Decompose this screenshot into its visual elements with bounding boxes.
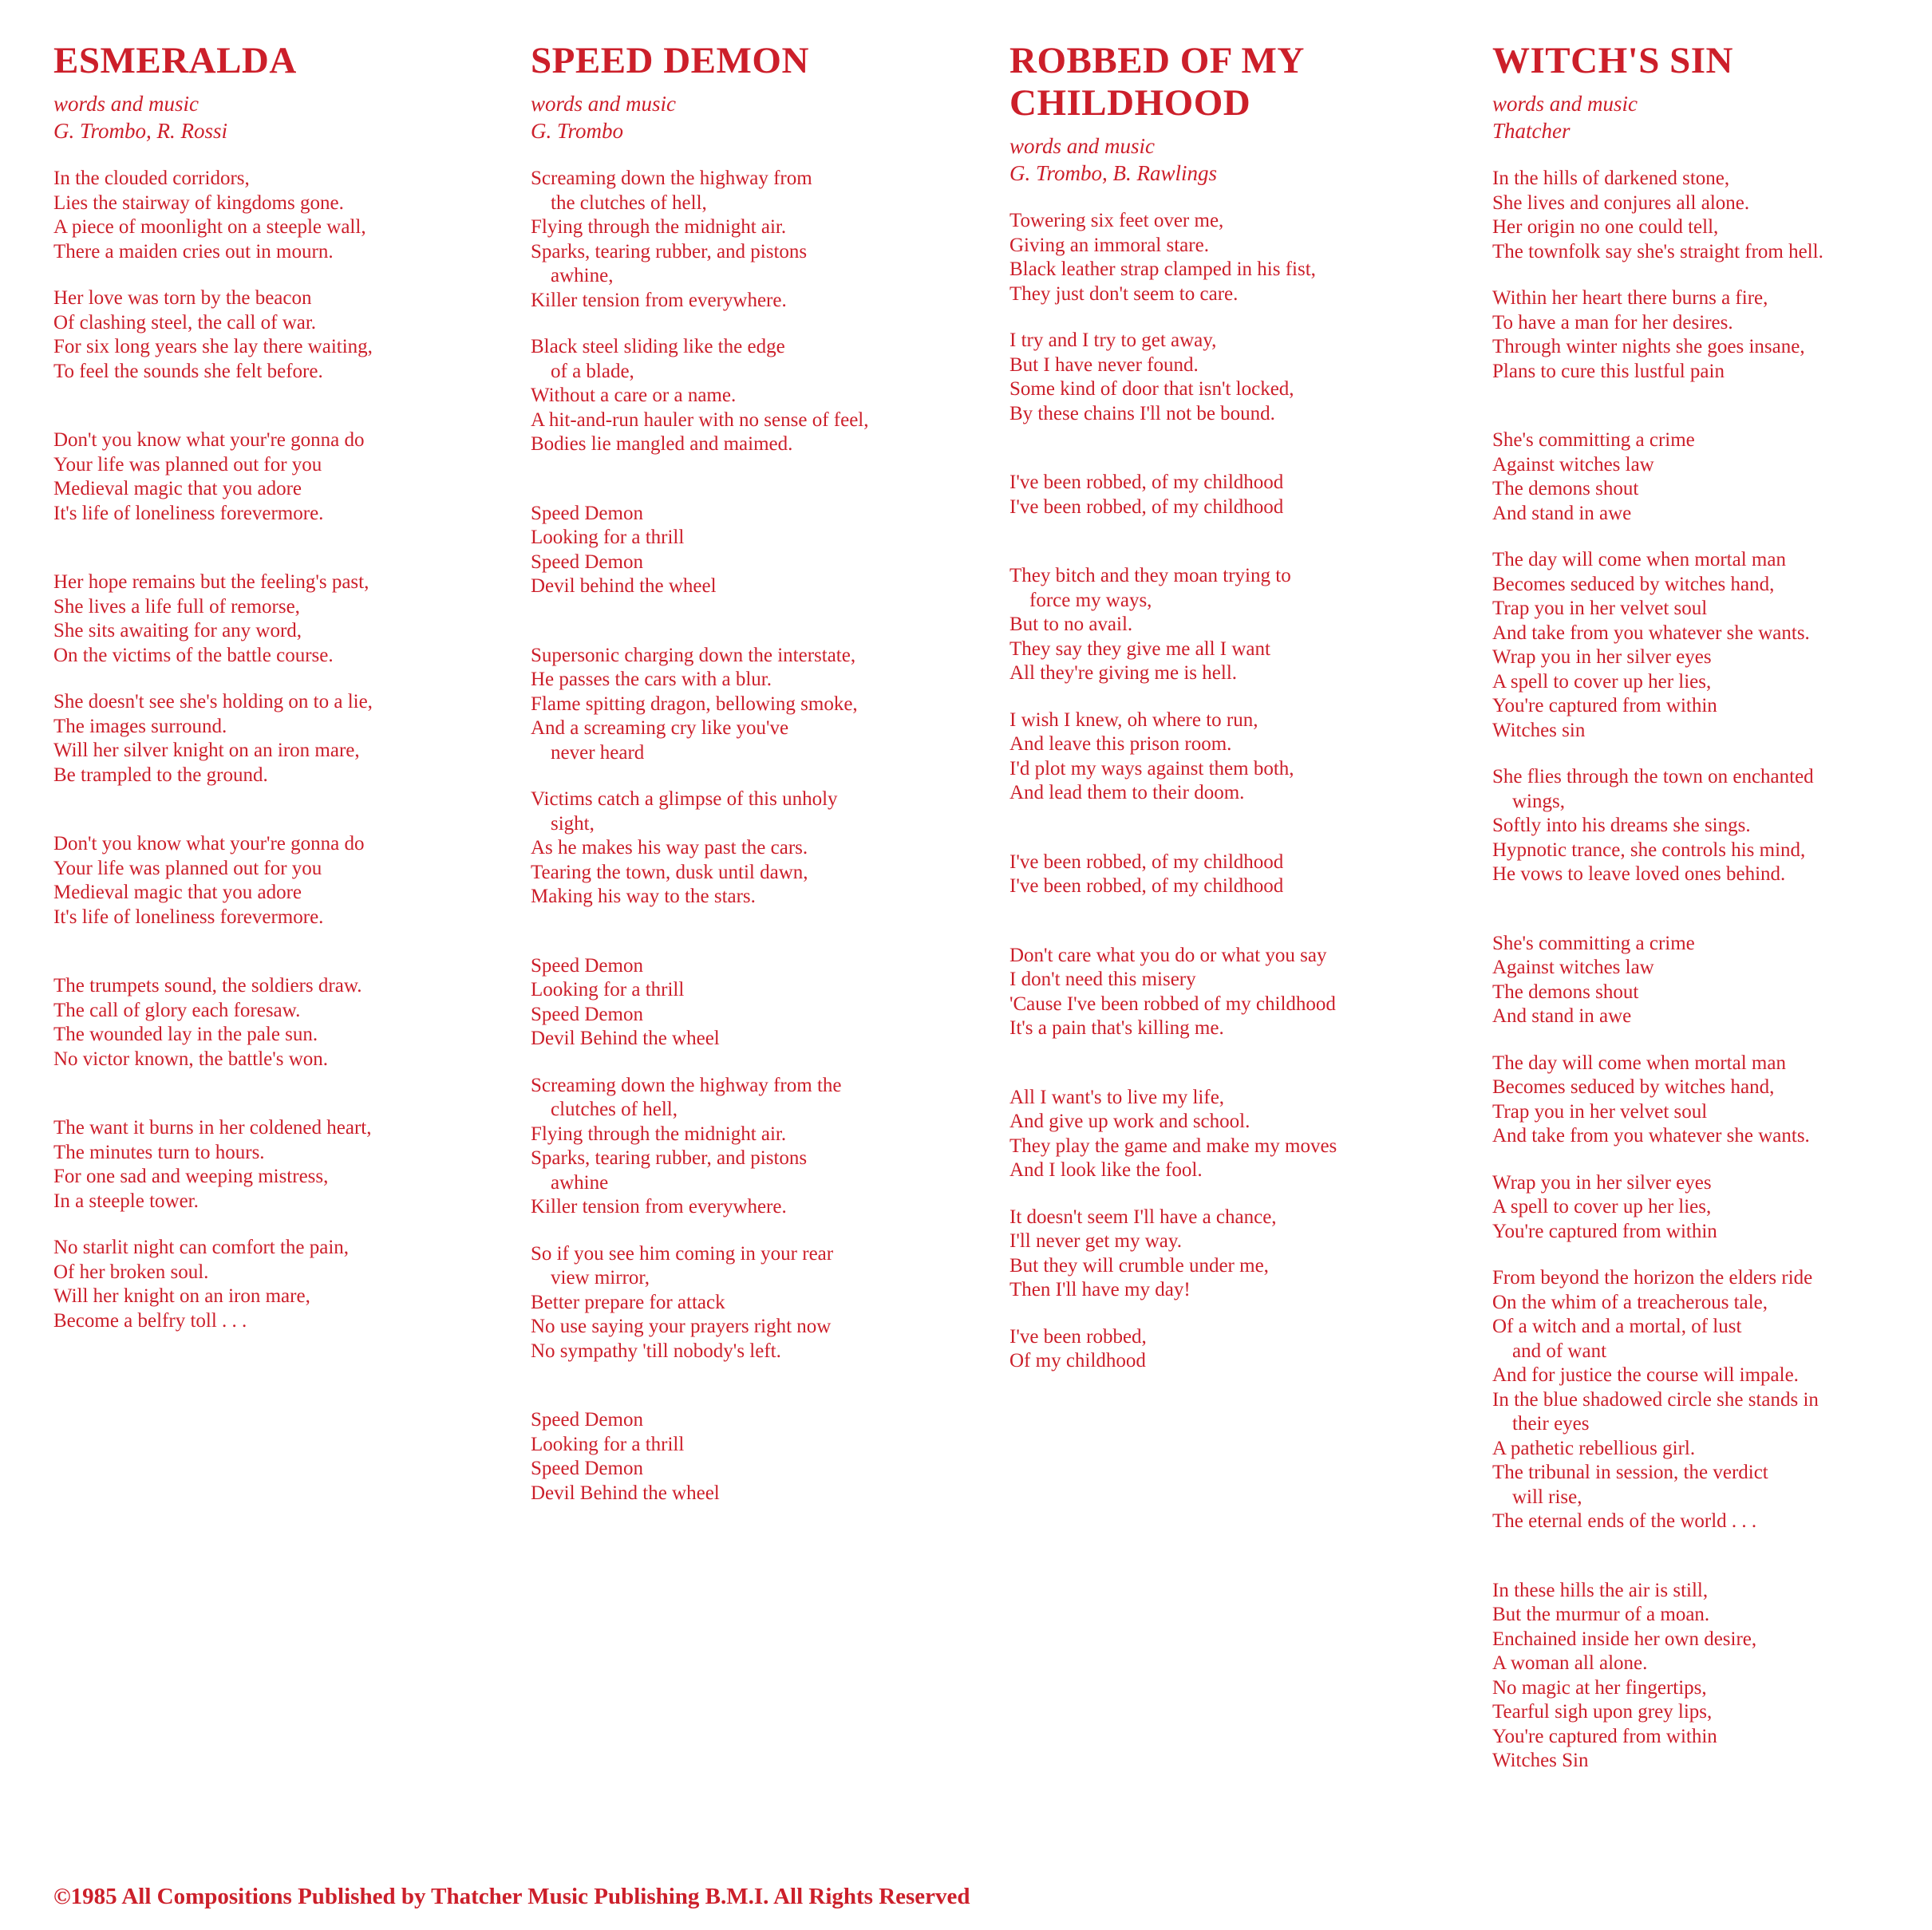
lyric-line: She flies through the town on enchanted <box>1492 766 1814 787</box>
lyric-stanza <box>53 1116 500 1214</box>
lyric-stanza <box>53 570 500 668</box>
song-credits <box>53 90 500 144</box>
lyric-line: You're captured from within <box>1492 1725 1717 1747</box>
lyric-line: Lies the stairway of kingdoms gone. <box>53 191 344 214</box>
lyric-line: The eternal ends of the world . . . <box>1492 1510 1757 1532</box>
lyric-line: Her love was torn by the beacon <box>53 287 312 309</box>
lyric-line: And stand in awe <box>1492 502 1632 524</box>
lyric-line: Victims catch a glimpse of this unholy <box>531 788 838 810</box>
lyric-line: She lives a life full of remorse, <box>53 595 300 618</box>
lyric-line: Looking for a thrill <box>531 527 685 548</box>
lyric-line: Supersonic charging down the interstate, <box>531 644 856 666</box>
lyric-line: Becomes seduced by witches hand, <box>1492 1076 1775 1098</box>
song-title <box>531 40 994 82</box>
lyric-line: A piece of moonlight on a steeple wall, <box>53 216 366 238</box>
song-column-robbed-of-my-childhood <box>1009 40 1456 1396</box>
lyric-line: Speed Demon <box>531 502 643 524</box>
lyric-line: Looking for a thrill <box>531 1433 685 1455</box>
song-title <box>1009 40 1456 124</box>
song-title-line: CHILDHOOD <box>1009 82 1251 124</box>
lyric-stanza <box>1009 944 1456 1041</box>
song-column-speed-demon <box>531 40 994 1528</box>
lyric-stanza <box>1492 932 1907 1029</box>
lyric-stanza <box>1009 1206 1456 1303</box>
credit-names: G. Trombo, B. Rawlings <box>1009 161 1218 185</box>
lyric-line: Become a belfry toll . . . <box>53 1309 247 1332</box>
lyric-line: On the victims of the battle course. <box>53 644 334 666</box>
lyric-line: I wish I knew, oh where to run, <box>1009 708 1258 731</box>
lyric-line: Speed Demon <box>531 551 643 573</box>
lyric-line: To have a man for her desires. <box>1492 311 1733 334</box>
lyric-stanza <box>531 502 994 599</box>
lyric-line: Medieval magic that you adore <box>53 882 302 903</box>
lyric-line: view mirror, <box>551 1267 650 1289</box>
lyric-stanza <box>53 974 500 1072</box>
lyric-line: And lead them to their doom. <box>1009 782 1245 803</box>
lyric-line: And take from you whatever she wants. <box>1492 1125 1810 1147</box>
lyric-line: And a screaming cry like you've <box>531 717 789 739</box>
lyric-stanza <box>1492 1052 1907 1149</box>
lyric-line: But to no avail. <box>1009 614 1133 635</box>
lyric-line: Speed Demon <box>531 1003 643 1025</box>
lyric-line: No sympathy 'till nobody's left. <box>531 1340 781 1362</box>
lyric-line: Her hope remains but the feeling's past, <box>53 571 369 593</box>
lyric-line: Wrap you in her silver eyes <box>1492 1171 1712 1194</box>
lyric-line: As he makes his way past the cars. <box>531 837 808 858</box>
lyric-line: Hypnotic trance, she controls his mind, <box>1492 839 1806 861</box>
song-credits <box>531 90 994 144</box>
lyric-stanza <box>1009 564 1456 686</box>
lyric-line: Bodies lie mangled and maimed. <box>531 433 793 455</box>
lyric-line: force my ways, <box>1029 589 1152 611</box>
lyric-line: clutches of hell, <box>551 1099 678 1120</box>
lyric-line: They just don't seem to care. <box>1009 282 1239 305</box>
lyric-line: Witches sin <box>1492 719 1586 741</box>
lyric-line: No victor known, the battle's won. <box>53 1048 329 1070</box>
lyric-stanza <box>1009 209 1456 306</box>
credit-label: words and music <box>1009 134 1156 158</box>
lyric-line: Be trampled to the ground. <box>53 764 268 786</box>
lyric-line: Speed Demon <box>531 1458 643 1479</box>
lyric-line: Of clashing steel, the call of war. <box>53 311 317 334</box>
lyric-line: And stand in awe <box>1492 1005 1632 1027</box>
song-title <box>53 40 500 82</box>
lyric-stanza <box>1009 851 1456 899</box>
lyric-line: No magic at her fingertips, <box>1492 1676 1707 1699</box>
lyric-line: Plans to cure this lustful pain <box>1492 360 1725 382</box>
lyric-stanza <box>531 954 994 1052</box>
lyric-line: The tribunal in session, the verdict <box>1492 1462 1768 1483</box>
lyric-line: The minutes turn to hours. <box>53 1141 265 1163</box>
song-credits <box>1009 132 1456 187</box>
lyric-line: But I have never found. <box>1009 353 1199 376</box>
lyric-stanza <box>531 1074 994 1220</box>
lyric-line: will rise, <box>1512 1486 1582 1508</box>
lyric-line: Killer tension from everywhere. <box>531 1196 787 1218</box>
lyric-stanza <box>1492 167 1907 264</box>
lyric-line: Sparks, tearing rubber, and pistons <box>531 240 808 262</box>
lyric-stanza <box>1492 286 1907 384</box>
lyric-line: They play the game and make my moves <box>1009 1135 1337 1157</box>
song-title <box>1492 40 1907 82</box>
credit-names: Thatcher <box>1492 119 1570 143</box>
lyric-stanza <box>1492 765 1907 887</box>
lyric-line: Don't you know what your're gonna do <box>53 833 365 854</box>
lyric-stanza <box>1492 1171 1907 1245</box>
lyric-stanza <box>1009 1086 1456 1183</box>
lyric-line: Of my childhood <box>1009 1350 1146 1372</box>
lyric-line: The demons shout <box>1492 981 1639 1003</box>
lyric-stanza <box>531 167 994 313</box>
lyric-line: No starlit night can comfort the pain, <box>53 1237 350 1258</box>
lyric-line: Sparks, tearing rubber, and pistons <box>531 1147 808 1169</box>
lyric-line: Some kind of door that isn't locked, <box>1009 378 1294 400</box>
lyric-line: The demons shout <box>1492 478 1639 499</box>
lyric-line: In these hills the air is still, <box>1492 1579 1709 1601</box>
lyric-line: Her origin no one could tell, <box>1492 216 1719 238</box>
lyric-line: I've been robbed, <box>1009 1325 1147 1348</box>
lyric-line: wings, <box>1512 790 1565 812</box>
lyric-line: Speed Demon <box>531 954 643 977</box>
lyric-line: Trap you in her velvet soul <box>1492 598 1708 619</box>
lyric-line: They bitch and they moan trying to <box>1009 565 1291 586</box>
lyric-line: You're captured from within <box>1492 695 1717 716</box>
lyric-line: It doesn't seem I'll have a chance, <box>1009 1206 1277 1228</box>
credit-label: words and music <box>531 92 677 116</box>
lyric-line: never heard <box>551 741 645 764</box>
lyric-line: Will her silver knight on an iron mare, <box>53 740 360 761</box>
song-title-line: SPEED DEMON <box>531 40 809 81</box>
lyric-stanza <box>1009 708 1456 806</box>
lyric-line: I've been robbed, of my childhood <box>1009 875 1284 897</box>
lyric-line: Medieval magic that you adore <box>53 478 302 499</box>
lyric-line: The trumpets sound, the soldiers draw. <box>53 975 362 997</box>
song-title-line: WITCH'S SIN <box>1492 40 1733 81</box>
lyric-line: 'Cause I've been robbed of my childhood <box>1009 993 1336 1015</box>
lyric-line: On the whim of a treacherous tale, <box>1492 1291 1768 1313</box>
lyric-line: Black steel sliding like the edge <box>531 336 785 357</box>
lyric-stanza <box>1492 1579 1907 1774</box>
lyric-line: A spell to cover up her lies, <box>1492 670 1712 693</box>
lyric-line: A pathetic rebellious girl. <box>1492 1437 1696 1459</box>
lyric-line: Against witches law <box>1492 453 1654 476</box>
lyric-line: The townfolk say she's straight from hell. <box>1492 240 1823 262</box>
lyric-stanza <box>53 167 500 264</box>
lyric-line: I'll never get my way. <box>1009 1230 1183 1252</box>
lyric-line: Flying through the midnight air. <box>531 216 787 238</box>
song-column-witchs-sin <box>1492 40 1907 1796</box>
lyric-line: For one sad and weeping mistress, <box>53 1166 329 1187</box>
lyric-line: All I want's to live my life, <box>1009 1086 1225 1108</box>
lyric-line: and of want <box>1512 1340 1607 1362</box>
lyric-line: Black leather strap clamped in his fist, <box>1009 259 1316 280</box>
lyric-line: She's committing a crime <box>1492 429 1695 451</box>
lyric-line: awhine, <box>551 265 614 286</box>
lyric-line: From beyond the horizon the elders ride <box>1492 1267 1813 1289</box>
lyric-line: Devil Behind the wheel <box>531 1028 720 1049</box>
lyric-line: But the murmur of a moan. <box>1492 1604 1710 1625</box>
lyric-line: Killer tension from everywhere. <box>531 289 787 311</box>
lyric-line: She lives and conjures all alone. <box>1492 191 1750 214</box>
lyric-line: their eyes <box>1512 1413 1590 1435</box>
lyric-line: Then I'll have my day! <box>1009 1279 1191 1300</box>
lyric-line: They say they give me all I want <box>1009 637 1270 660</box>
lyric-line: Screaming down the highway from <box>531 168 812 189</box>
lyric-line: He passes the cars with a blur. <box>531 669 772 690</box>
lyric-stanza <box>1492 548 1907 743</box>
lyric-line: Of her broken soul. <box>53 1261 209 1283</box>
lyric-line: The images surround. <box>53 715 227 737</box>
song-column-esmeralda <box>53 40 500 1356</box>
lyric-line: To feel the sounds she felt before. <box>53 360 323 382</box>
lyric-line: Better prepare for attack <box>531 1291 725 1313</box>
lyric-line: Screaming down the highway from the <box>531 1074 842 1096</box>
lyric-line: And for justice the course will impale. <box>1492 1364 1799 1386</box>
song-credits <box>1492 90 1907 144</box>
credit-names: G. Trombo, R. Rossi <box>53 119 228 143</box>
lyric-line: The wounded lay in the pale sun. <box>53 1024 318 1045</box>
lyric-stanza <box>1009 329 1456 426</box>
lyric-line: Towering six feet over me, <box>1009 210 1224 231</box>
lyric-line: The day will come when mortal man <box>1492 549 1786 570</box>
lyric-line: The day will come when mortal man <box>1492 1052 1786 1074</box>
lyric-line: In the clouded corridors, <box>53 168 250 189</box>
lyric-stanza <box>1009 471 1456 519</box>
lyric-line: Tearful sigh upon grey lips, <box>1492 1701 1713 1723</box>
lyric-stanza <box>1492 428 1907 526</box>
lyric-line: the clutches of hell, <box>551 191 707 214</box>
song-title-line: ESMERALDA <box>53 40 297 81</box>
lyric-line: There a maiden cries out in mourn. <box>53 240 334 262</box>
lyric-stanza <box>53 428 500 526</box>
lyric-line: Giving an immoral stare. <box>1009 234 1209 256</box>
credit-label: words and music <box>1492 92 1638 116</box>
lyric-stanza <box>1492 1266 1907 1534</box>
lyric-line: Through winter nights she goes insane, <box>1492 336 1805 357</box>
lyric-line: And I look like the fool. <box>1009 1159 1203 1181</box>
lyric-line: I've been robbed, of my childhood <box>1009 495 1284 518</box>
lyric-line: By these chains I'll not be bound. <box>1009 402 1275 424</box>
lyric-line: Don't care what you do or what you say <box>1009 944 1327 966</box>
lyric-line: I'd plot my ways against them both, <box>1009 757 1294 779</box>
lyric-line: sight, <box>551 812 595 835</box>
lyric-line: Becomes seduced by witches hand, <box>1492 573 1775 595</box>
lyric-stanza <box>53 1236 500 1333</box>
copyright-footer: ©1985 All Compositions Published by Thatcher Music Publishing B.M.I. All Rights Reserved <box>53 1884 970 1909</box>
lyric-line: Trap you in her velvet soul <box>1492 1100 1708 1123</box>
lyric-line: A woman all alone. <box>1492 1652 1648 1674</box>
lyric-stanza <box>531 1242 994 1364</box>
lyric-line: Your life was planned out for you <box>53 857 322 879</box>
lyric-line: Don't you know what your're gonna do <box>53 429 365 451</box>
lyric-line: In the blue shadowed circle she stands in <box>1492 1388 1819 1411</box>
lyric-line: Witches Sin <box>1492 1750 1589 1771</box>
lyric-line: No use saying your prayers right now <box>531 1316 832 1337</box>
lyric-stanza <box>531 787 994 910</box>
lyric-line: In a steeple tower. <box>53 1190 199 1212</box>
lyric-line: And take from you whatever she wants. <box>1492 622 1810 644</box>
lyric-line: I've been robbed, of my childhood <box>1009 472 1284 493</box>
lyric-line: Of a witch and a mortal, of lust <box>1492 1316 1742 1337</box>
lyric-stanza <box>531 644 994 766</box>
lyric-line: Without a care or a name. <box>531 385 737 406</box>
lyric-line: And leave this prison room. <box>1009 733 1232 755</box>
lyric-line: She doesn't see she's holding on to a lie, <box>53 691 373 712</box>
lyric-line: Will her knight on an iron mare, <box>53 1285 310 1307</box>
lyric-line: Against witches law <box>1492 957 1654 978</box>
song-title-line: ROBBED OF MY <box>1009 40 1305 81</box>
lyric-line: He vows to leave loved ones behind. <box>1492 863 1786 885</box>
lyric-line: For six long years she lay there waiting, <box>53 336 373 357</box>
credit-names: G. Trombo <box>531 119 624 143</box>
lyric-line: In the hills of darkened stone, <box>1492 168 1730 189</box>
lyric-stanza <box>53 286 500 384</box>
lyric-line: It's life of loneliness forevermore. <box>53 502 324 524</box>
lyric-line: She's committing a crime <box>1492 932 1695 954</box>
lyric-line: I've been robbed, of my childhood <box>1009 851 1284 873</box>
lyric-stanza <box>531 335 994 457</box>
lyric-line: It's a pain that's killing me. <box>1009 1017 1224 1039</box>
lyric-line: Making his way to the stars. <box>531 886 756 907</box>
lyric-line: of a blade, <box>551 360 634 382</box>
lyric-line: All they're giving me is hell. <box>1009 662 1238 684</box>
lyric-line: Devil Behind the wheel <box>531 1482 720 1504</box>
lyric-line: Within her heart there burns a fire, <box>1492 287 1768 309</box>
lyric-line: Softly into his dreams she sings. <box>1492 815 1751 836</box>
lyric-stanza <box>53 690 500 787</box>
lyric-line: Devil behind the wheel <box>531 575 717 597</box>
lyric-line: Enchained inside her own desire, <box>1492 1628 1757 1650</box>
lyric-line: I don't need this misery <box>1009 969 1196 990</box>
lyric-stanza <box>53 832 500 929</box>
lyric-stanza <box>1009 1325 1456 1374</box>
lyric-line: Wrap you in her silver eyes <box>1492 646 1712 668</box>
lyric-line: You're captured from within <box>1492 1220 1717 1242</box>
lyric-stanza <box>531 1408 994 1506</box>
lyric-line: So if you see him coming in your rear <box>531 1242 834 1265</box>
lyric-line: She sits awaiting for any word, <box>53 620 302 641</box>
lyric-line: A spell to cover up her lies, <box>1492 1196 1712 1218</box>
lyric-line: The call of glory each foresaw. <box>53 999 301 1021</box>
lyric-line: Speed Demon <box>531 1409 643 1431</box>
lyric-line: Flying through the midnight air. <box>531 1123 787 1145</box>
lyric-line: The want it burns in her coldened heart, <box>53 1117 372 1139</box>
lyric-line: Tearing the town, dusk until dawn, <box>531 861 808 883</box>
lyric-line: awhine <box>551 1171 609 1194</box>
credit-label: words and music <box>53 92 200 116</box>
lyric-line: It's life of loneliness forevermore. <box>53 906 324 928</box>
lyric-line: And give up work and school. <box>1009 1111 1250 1132</box>
lyric-line: Your life was planned out for you <box>53 453 322 476</box>
lyric-line: I try and I try to get away, <box>1009 330 1217 351</box>
lyric-line: Flame spitting dragon, bellowing smoke, <box>531 693 858 715</box>
lyric-line: A hit-and-run hauler with no sense of feel, <box>531 408 869 431</box>
lyric-line: Looking for a thrill <box>531 979 685 1001</box>
lyric-line: But they will crumble under me, <box>1009 1254 1269 1277</box>
